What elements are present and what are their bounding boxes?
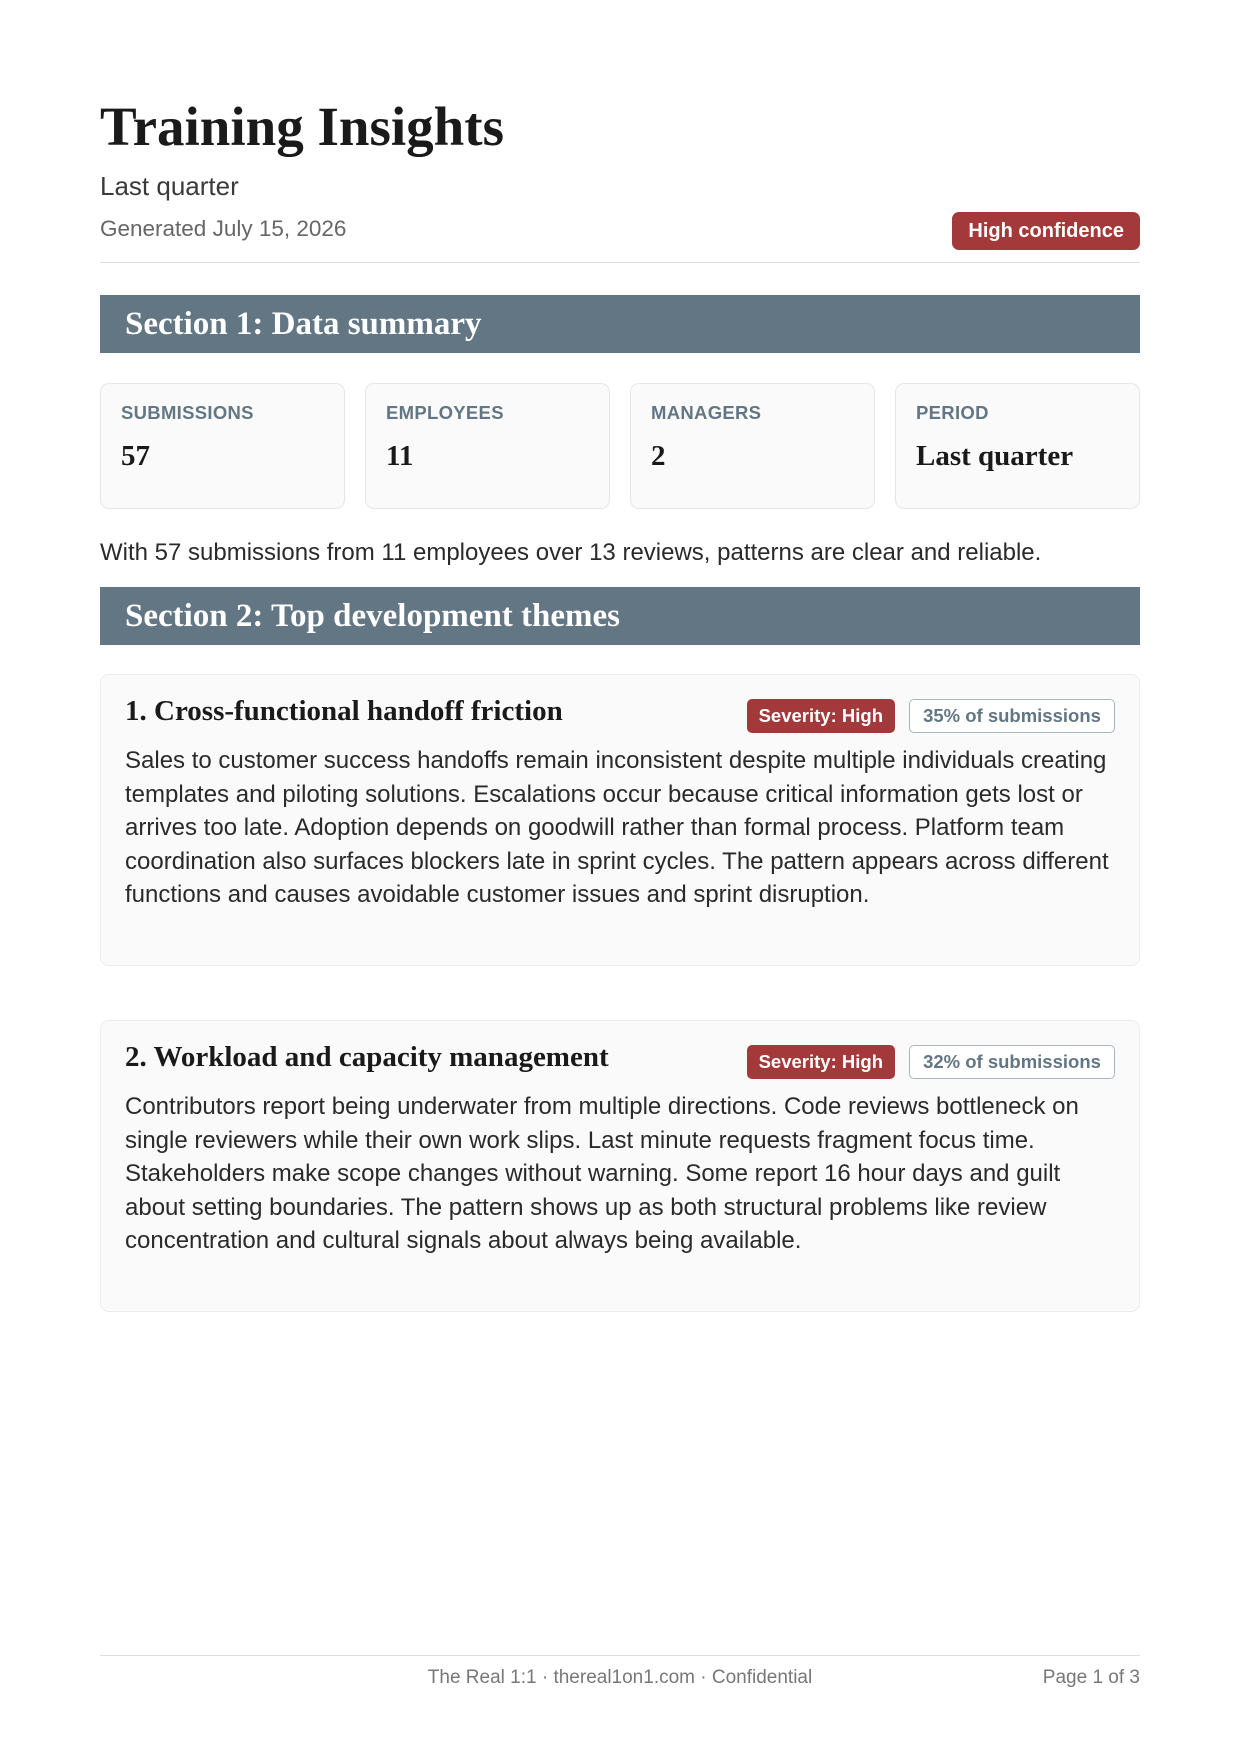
page-subtitle: Last quarter: [100, 171, 239, 201]
section-2-heading: Section 2: Top development themes: [100, 587, 1140, 645]
theme-card-workload-capacity: [100, 1020, 1140, 1312]
section-1-heading: Section 1: Data summary: [100, 295, 1140, 353]
stat-label: SUBMISSIONS: [121, 402, 254, 423]
stat-card-period: [895, 383, 1140, 509]
stat-label: EMPLOYEES: [386, 402, 504, 423]
report-page: [100, 0, 1140, 1754]
stat-label: MANAGERS: [651, 402, 762, 423]
theme-card-handoff-friction: [100, 674, 1140, 966]
theme-description: Contributors report being underwater from multiple directions. Code reviews bottleneck on single reviewers while their own work slips. Last minute requests fragment focus time. Stakeholders make scope changes without warning. Some report 16 hour days and guilt about setting boundaries. The pattern shows up as both structural problems like review concentration and cultural signals about always being available.: [125, 1093, 1079, 1254]
severity-badge: Severity: High: [747, 1045, 895, 1079]
footer-text: The Real 1:1 · thereal1on1.com · Confidential: [427, 1667, 813, 1688]
header-divider: [100, 262, 1140, 263]
confidence-badge: High confidence: [952, 212, 1140, 250]
stat-card-managers: [630, 383, 875, 509]
stat-value: 57: [121, 440, 150, 472]
submission-share-badge: 35% of submissions: [909, 699, 1115, 733]
generated-date: Generated July 15, 2026: [100, 216, 347, 241]
stat-card-submissions: [100, 383, 345, 509]
stat-value: Last quarter: [916, 440, 1074, 472]
page-number: Page 1 of 3: [1042, 1667, 1140, 1688]
stat-value: 2: [651, 440, 666, 472]
submission-share-badge: 32% of submissions: [909, 1045, 1115, 1079]
stat-card-employees: [365, 383, 610, 509]
theme-title: 2. Workload and capacity management: [125, 1041, 609, 1073]
severity-badge: Severity: High: [747, 699, 895, 733]
theme-description: Sales to customer success handoffs remain inconsistent despite multiple individuals creating templates and piloting solutions. Escalations occur because critical information gets lost or arrives too late. Adoption depends on goodwill rather than formal process. Platform team coordination also surfaces blockers late in sprint cycles. The pattern appears across different functions and causes avoidable customer issues and sprint disruption.: [125, 747, 1109, 908]
page-title: Training Insights: [100, 96, 504, 157]
theme-title: 1. Cross-functional handoff friction: [125, 695, 563, 727]
data-summary-text: With 57 submissions from 11 employees over 13 reviews, patterns are clear and reliable.: [100, 539, 1042, 566]
stat-label: PERIOD: [916, 402, 989, 423]
stat-value: 11: [386, 440, 414, 472]
footer-divider: [100, 1655, 1140, 1656]
